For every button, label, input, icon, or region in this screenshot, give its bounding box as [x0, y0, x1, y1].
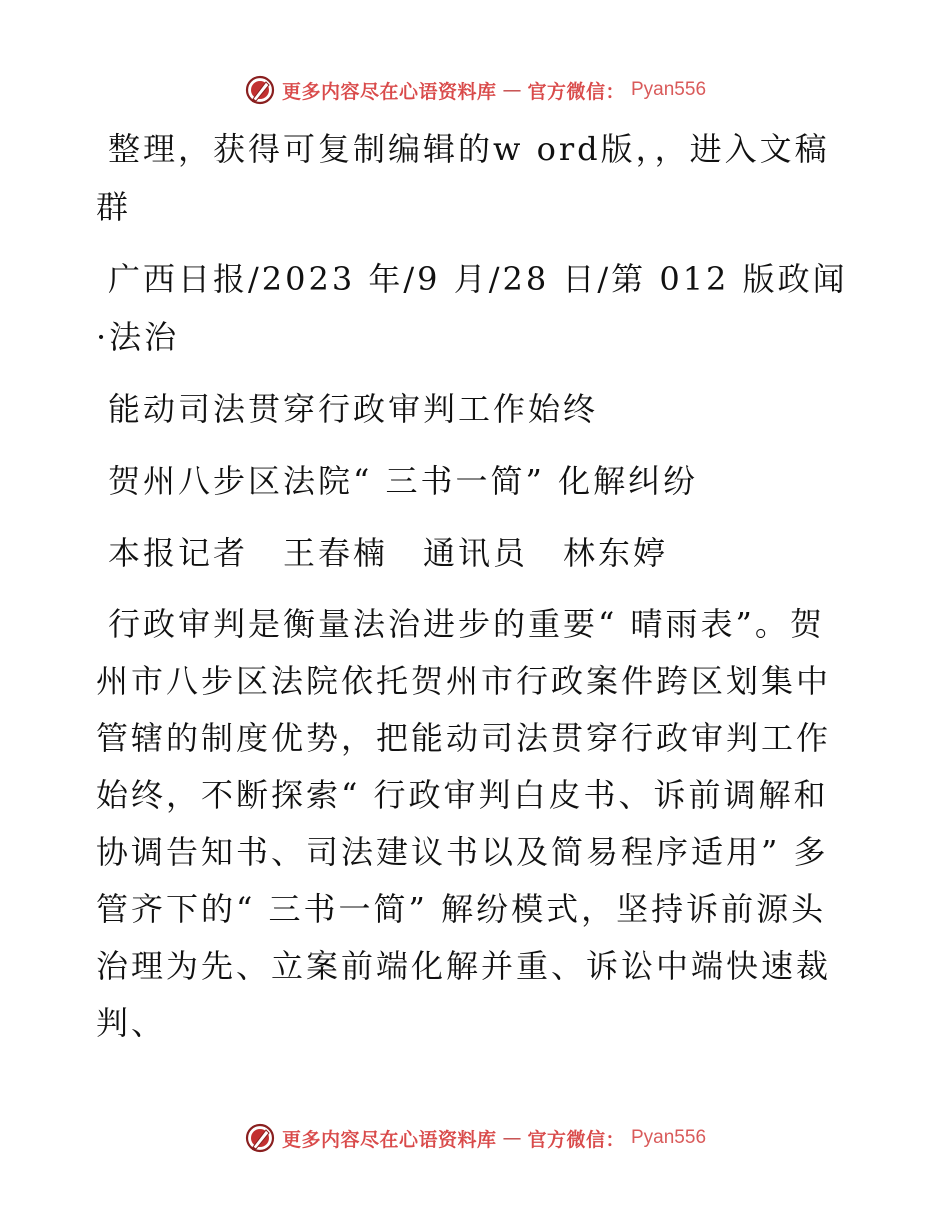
- watermark-wechat-label: 官方微信：: [527, 1128, 625, 1151]
- watermark-brand: 更多内容尽在心语资料库: [281, 80, 497, 103]
- article-headline: 能动司法贯穿行政审判工作始终: [108, 390, 599, 428]
- top-watermark: [0, 70, 950, 110]
- article-byline: 本报记者 王春楠 通讯员 林东婷: [108, 534, 669, 572]
- watermark-separator: —: [502, 79, 522, 101]
- article-subheadline: 贺州八步区法院“ 三书一简” 化解纠纷: [108, 462, 699, 500]
- pen-logo-icon: [244, 74, 276, 106]
- watermark-wechat-id: Pyan556: [631, 1127, 707, 1148]
- watermark-brand: 更多内容尽在心语资料库: [281, 1128, 497, 1151]
- bottom-watermark: [0, 1118, 950, 1158]
- watermark-wechat-id: Pyan556: [631, 79, 707, 100]
- intro-line: 整理，获得可复制编辑的w ord版，，进入文稿群: [96, 130, 830, 226]
- pen-logo-icon: [244, 1122, 276, 1154]
- source-line: 广西日报/2023 年/9 月/28 日/第 012 版政闻·法治: [96, 260, 848, 356]
- watermark-separator: —: [502, 1127, 522, 1149]
- watermark-wechat-label: 官方微信：: [527, 80, 625, 103]
- article-body-paragraph: 行政审判是衡量法治进步的重要“ 晴雨表”。贺州市八步区法院依托贺州市行政案件跨区划集中管辖的制度优势，把能动司法贯穿行政审判工作始终，不断探索“ 行政审判白皮书、诉前调解和协调告知书、司法建议书以及简易程序适用” 多管齐下的“ 三书一简” 解纷模式，坚持诉前源头治理为先、立案前端化解并重、诉讼中端快速裁判、: [96, 605, 832, 1042]
- document-body: [96, 120, 856, 1066]
